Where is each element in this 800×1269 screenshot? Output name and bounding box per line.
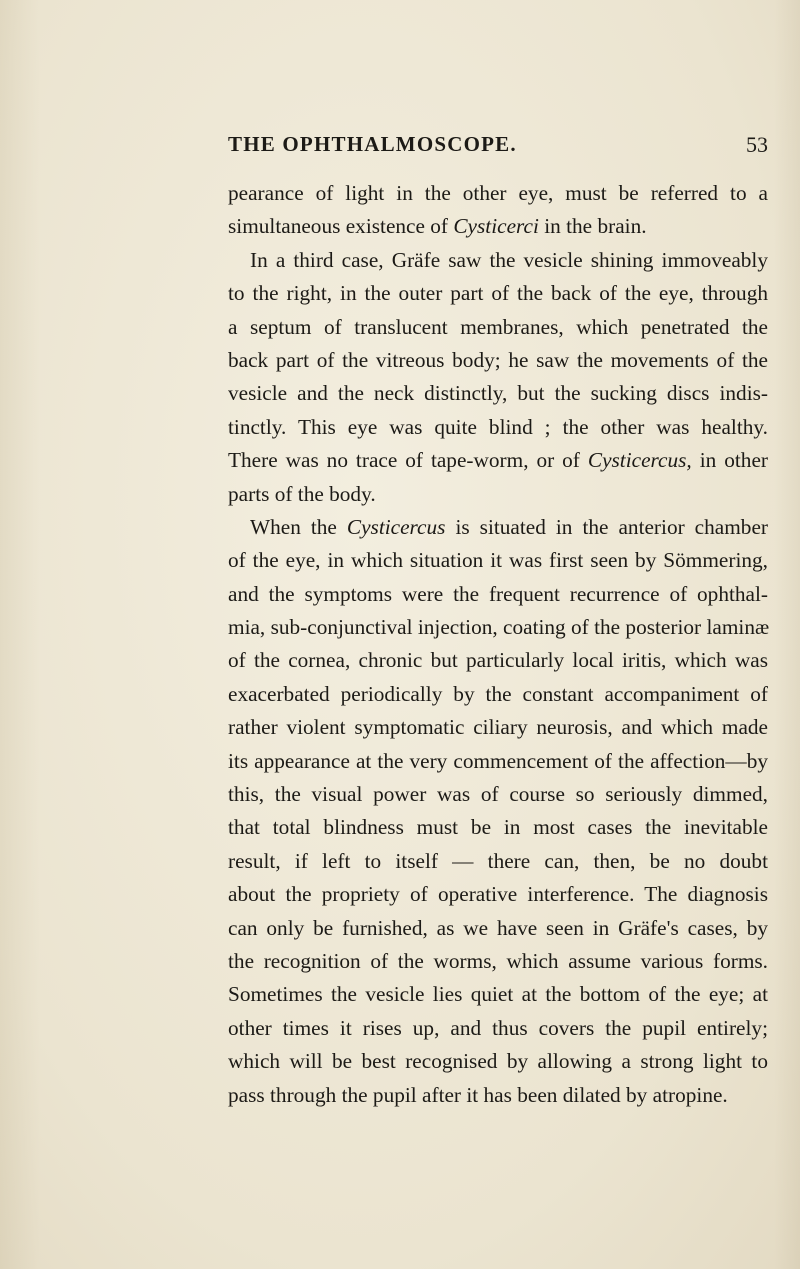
- text-line: [228, 611, 768, 644]
- text-segment: result, if left to itself — there can, then, be no doubt: [228, 848, 768, 873]
- text-segment: vesicle and the neck distinctly, but the sucking discs indis-: [228, 381, 768, 406]
- text-line: [228, 1012, 768, 1045]
- text-line: [228, 678, 768, 711]
- text-line: [228, 978, 768, 1011]
- text-segment: pearance of light in the other eye, must be referred to a: [228, 181, 768, 205]
- text-segment: the recognition of the worms, which assume various forms.: [228, 948, 768, 973]
- text-segment: its appearance at the very commencement of the affection—by: [228, 748, 768, 773]
- text-line: [228, 845, 768, 878]
- text-segment: is situated in the anterior chamber: [445, 514, 768, 539]
- text-segment: about the propriety of operative interference. The diagnosis: [228, 882, 768, 907]
- italic-term: Cysticercus,: [587, 448, 692, 473]
- text-segment: There was no trace of tape-worm, or of: [228, 448, 588, 473]
- text-segment: back part of the vitreous body; he saw the movements of the: [228, 347, 768, 372]
- text-line: [228, 277, 768, 310]
- text-segment: parts of the body.: [228, 481, 376, 506]
- text-segment: can only be furnished, as we have seen in Gräfe's cases, by: [228, 915, 768, 940]
- text-segment: When the: [250, 514, 347, 539]
- page-number: 53: [746, 132, 768, 157]
- text-line: [228, 945, 768, 978]
- text-segment: pass through the pupil after it has been dilated by atropine.: [228, 1082, 728, 1107]
- text-segment: of the cornea, chronic but particularly local iritis, which was: [228, 648, 768, 673]
- text-segment: and the symptoms were the frequent recurrence of ophthal-: [228, 581, 768, 606]
- italic-term: Cysticerci: [453, 214, 539, 239]
- page-edge-shadow: [774, 0, 800, 1269]
- running-head: THE OPHTHALMOSCOPE.: [228, 132, 517, 156]
- text-line: [228, 811, 768, 844]
- text-line: [228, 544, 768, 577]
- text-segment: mia, sub-conjunctival injection, coating of the posterior laminæ: [228, 615, 770, 640]
- text-segment: of the eye, in which situation it was first seen by Sömmering,: [228, 548, 768, 573]
- text-segment: exacerbated periodically by the constant accompaniment of: [228, 681, 768, 706]
- text-segment: a septum of translucent membranes, which penetrated the: [228, 314, 768, 339]
- text-line: [228, 210, 768, 243]
- text-segment: Sometimes the vesicle lies quiet at the bottom of the eye; at: [228, 982, 768, 1007]
- text-line: [228, 778, 768, 811]
- page-header: [228, 132, 768, 160]
- text-line: [228, 311, 768, 344]
- text-segment: in the brain.: [538, 214, 647, 239]
- text-line: [228, 177, 768, 210]
- text-line: [228, 444, 768, 477]
- text-segment: this, the visual power was of course so seriously dimmed,: [228, 782, 768, 807]
- text-segment: that total blindness must be in most cases the inevitable: [228, 815, 768, 840]
- text-line: [228, 578, 768, 611]
- body-text: [228, 177, 768, 1112]
- text-segment: simultaneous existence of: [228, 214, 454, 239]
- italic-term: Cysticercus: [346, 514, 446, 539]
- text-line: [228, 377, 768, 410]
- text-segment: other times it rises up, and thus covers the pupil entirely;: [228, 1015, 768, 1040]
- text-line: [228, 344, 768, 377]
- text-line: [228, 878, 768, 911]
- text-line: [228, 745, 768, 778]
- text-line: [228, 511, 768, 544]
- text-line: [228, 244, 768, 277]
- text-segment: tinctly. This eye was quite blind ; the other was healthy.: [228, 414, 768, 439]
- text-line: [228, 1045, 768, 1078]
- text-line: [228, 711, 768, 744]
- text-line: [228, 1079, 768, 1112]
- text-line: [228, 478, 768, 511]
- text-segment: which will be best recognised by allowing a strong light to: [228, 1049, 768, 1074]
- page-gutter-shadow: [0, 0, 40, 1269]
- text-segment: in other: [691, 448, 768, 473]
- text-segment: rather violent symptomatic ciliary neurosis, and which made: [228, 715, 768, 740]
- text-line: [228, 912, 768, 945]
- text-segment: to the right, in the outer part of the back of the eye, through: [228, 281, 768, 306]
- text-line: [228, 644, 768, 677]
- text-line: [228, 411, 768, 444]
- text-segment: In a third case, Gräfe saw the vesicle shining immoveably: [250, 247, 768, 272]
